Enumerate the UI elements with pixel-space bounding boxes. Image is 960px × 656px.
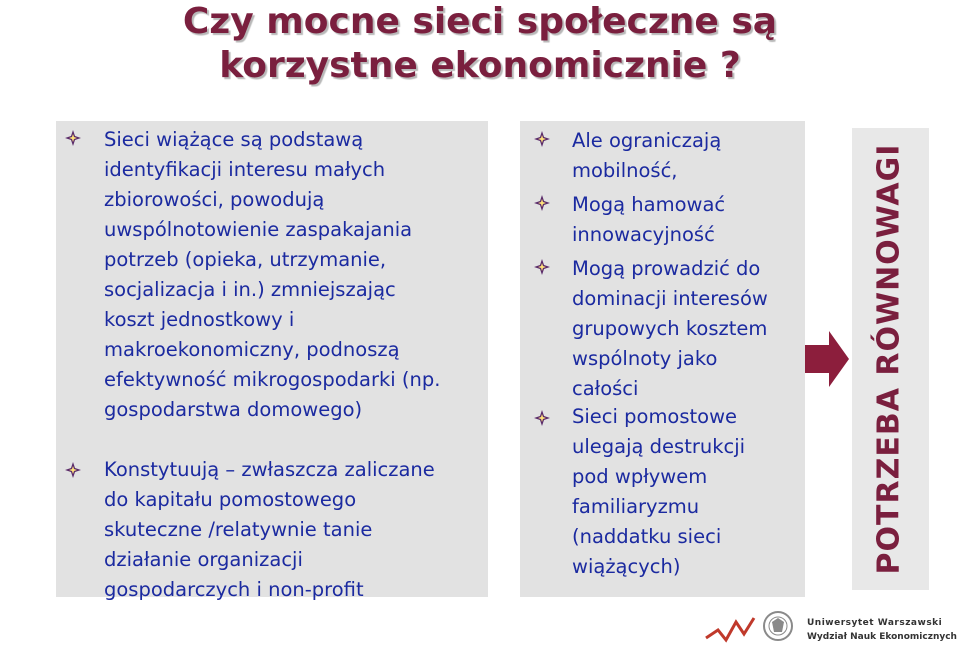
left-panel <box>56 121 488 601</box>
bullet-icon <box>533 409 551 427</box>
bullet-icon <box>64 129 82 147</box>
title-line-1: Czy mocne sieci społeczne są <box>182 1 778 42</box>
eagle-crest-icon <box>764 612 792 640</box>
bullet-icon <box>533 130 551 148</box>
title-line-2: korzystne ekonomicznie ? <box>219 45 741 86</box>
conclusion-text: POTRZEBA RÓWNOWAGI <box>871 143 907 575</box>
left-item-1: Sieci wiążące są podstawą identyfikacji interesu małych zbiorowości, powodują uwspólnotowienie zaspakajania potrzeb (opieka, utrzymanie, socjalizacja i in.) zmniejszając koszt jednostkowy i makroekonomiczny, podnoszą efektywność mikrogospodarki (np. gospodarstwa domowego) <box>104 128 441 421</box>
conclusion-panel <box>852 128 929 590</box>
right-arrow-icon <box>805 331 849 387</box>
mid-item-3: Mogą prowadzić do dominacji interesów grupowych kosztem wspólnoty jako całości <box>572 257 768 400</box>
middle-panel <box>520 121 805 597</box>
bullet-icon <box>533 258 551 276</box>
left-item-2: Konstytuują – zwłaszcza zaliczane do kapitału pomostowego skuteczne /relatywnie tanie działanie organizacji gospodarczych i non-profit <box>104 458 435 601</box>
bullet-icon <box>533 194 551 212</box>
mid-item-4: Sieci pomostowe ulegają destrukcji pod wpływem familiaryzmu (naddatku sieci wiążących) <box>572 405 746 578</box>
university-logo <box>700 604 950 652</box>
slide-title <box>0 0 960 88</box>
mid-item-1: Ale ograniczają mobilność, <box>572 129 722 182</box>
faculty-name: Wydział Nauk Ekonomicznych <box>807 632 957 642</box>
chart-line-icon <box>706 618 754 640</box>
mid-item-2: Mogą hamować innowacyjność <box>572 193 726 246</box>
bullet-icon <box>64 461 82 479</box>
university-name: Uniwersytet Warszawski <box>807 618 943 628</box>
